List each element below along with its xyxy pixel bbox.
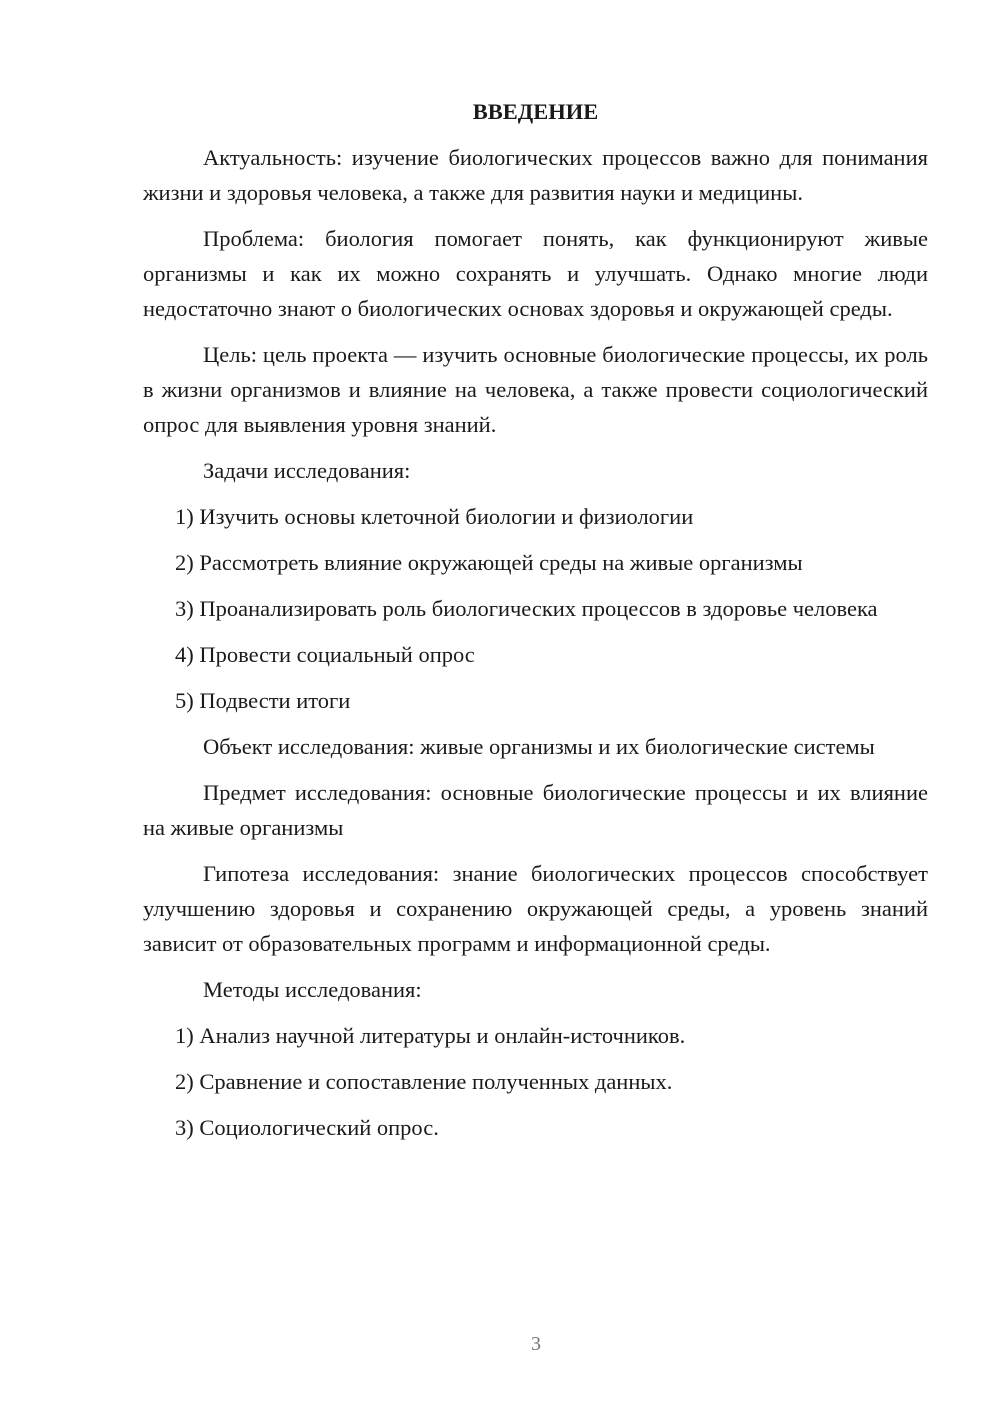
method-item: 1) Анализ научной литературы и онлайн-источников. [175,1023,686,1048]
goal-paragraph: Цель: цель проекта — изучить основные биологические процессы, их роль в жизни организмов и влияние на человека, а также провести социологический опрос для выявления уровня знаний. [143,342,928,437]
task-item: 1) Изучить основы клеточной биологии и физиологии [175,504,694,529]
method-item: 3) Социологический опрос. [175,1115,439,1140]
page-title: ВВЕДЕНИЕ [472,99,599,124]
task-item: 5) Подвести итоги [175,688,351,713]
task-item: 4) Провести социальный опрос [175,642,475,667]
methods-heading: Методы исследования: [203,977,422,1002]
page-number: 3 [531,1333,541,1355]
subject-paragraph: Предмет исследования: основные биологические процессы и их влияние на живые организмы [143,780,928,840]
task-item: 3) Проанализировать роль биологических процессов в здоровье человека [175,596,878,621]
object-paragraph: Объект исследования: живые организмы и их биологические системы [203,734,875,759]
relevance-paragraph: Актуальность: изучение биологических процессов важно для понимания жизни и здоровья человека, а также для развития науки и медицины. [143,145,928,205]
hypothesis-paragraph: Гипотеза исследования: знание биологических процессов способствует улучшению здоровья и сохранению окружающей среды, а уровень знаний зависит от образовательных программ и информационной среды. [143,861,928,956]
tasks-heading: Задачи исследования: [203,458,411,483]
task-item: 2) Рассмотреть влияние окружающей среды на живые организмы [175,550,803,575]
document-page [143,96,928,1156]
method-item: 2) Сравнение и сопоставление полученных данных. [175,1069,673,1094]
problem-paragraph: Проблема: биология помогает понять, как функционируют живые организмы и как их можно сохранять и улучшать. Однако многие люди недостаточно знают о биологических основах здоровья и окружающей среды. [143,226,928,321]
